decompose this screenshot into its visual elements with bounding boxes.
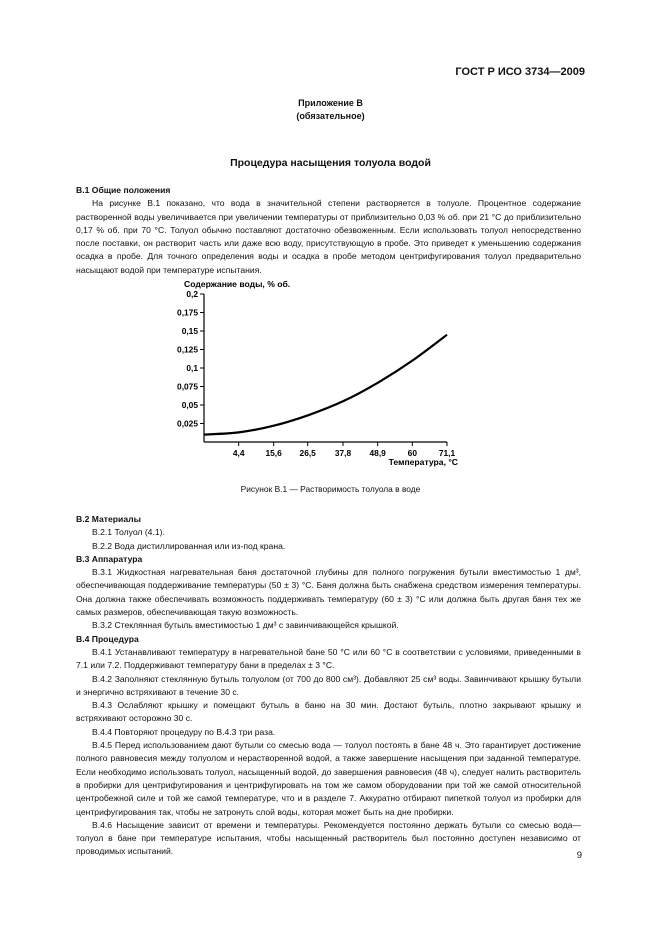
- b1-heading: В.1 Общие положения: [76, 185, 171, 195]
- y-tick-label: 0,075: [177, 381, 198, 392]
- x-axis-label: Температура, °С: [388, 457, 458, 467]
- annex-status: (обязательное): [296, 111, 365, 121]
- b3-heading: В.3 Аппаратура: [76, 553, 143, 564]
- x-tick-label: 60: [407, 448, 417, 458]
- page-number: 9: [576, 850, 582, 861]
- y-tick-label: 0,175: [177, 307, 198, 318]
- b4-paragraph-6: В.4.6 Насыщение зависит от времени и температуры. Рекомендуется постоянно держать бутыли со смесью вода—толуол в бане при температуре испытания, чтобы насыщенный растворитель был постоянно доступен независимо от проводимых испытаний.: [76, 819, 581, 857]
- b4-paragraph-2: В.4.2 Заполняют стеклянную бутыль толуолом (от 700 до 800 см³). Добавляют 25 см³ воды. Завинчивают крышку бутыли и энергично встряхивают в течение 30 с.: [76, 673, 581, 697]
- x-tick-label: 4,4: [232, 448, 245, 458]
- b2-heading: В.2 Материалы: [76, 514, 141, 524]
- y-tick-label: 0,05: [181, 400, 198, 410]
- figure-caption: Рисунок В.1 — Растворимость толуола в воде: [240, 484, 421, 494]
- b4-paragraph-1: В.4.1 Устанавливают температуру в нагревательной бане 50 °С или 60 °С в соответствии с условиями, приведенными в 7.1 или 7.2. Поддерживают температуру бани в пределах ± 3 °С.: [76, 646, 581, 671]
- section-b2-b4: [76, 513, 581, 859]
- x-tick-label: 71,1: [438, 448, 456, 458]
- y-tick-label: 0,15: [181, 326, 198, 336]
- standard-number: ГОСТ Р ИСО 3734—2009: [455, 66, 585, 78]
- b3-paragraph-1: В.3.1 Жидкостная нагревательная баня достаточной глубины для полного погружения бутыли вместимостью 1 дм³, обеспечивающая поддерживание температуры (50 ± 3) °С. Баня должна быть снабжена средством измерения температуры. Она должна также обеспечивать возможность поддерживать температуру (60 ± 3) °С или должна быть другая баня тех же самых размеров, обеспечивающая такую возможность.: [76, 567, 581, 618]
- y-tick-label: 0,125: [177, 344, 198, 355]
- b2-item-1: В.2.1 Толуол (4.1).: [92, 527, 165, 538]
- b2-item-2: В.2.2 Вода дистиллированная или из-под крана.: [92, 540, 286, 551]
- section-b1: [76, 184, 581, 277]
- x-tick-label: 15,6: [265, 448, 282, 458]
- b4-paragraph-4: В.4.4 Повторяют процедуру по В.4.3 три раза.: [92, 726, 276, 737]
- y-tick-label: 0,1: [186, 363, 198, 373]
- b3-paragraph-2: В.3.2 Стеклянная бутыль вместимостью 1 дм³ с завинчивающейся крышкой.: [92, 620, 399, 631]
- solubility-chart: [150, 276, 480, 476]
- x-tick-label: 37,8: [334, 448, 352, 458]
- section-title: Процедура насыщения толуола водой: [230, 157, 431, 169]
- y-tick-label: 0,025: [177, 418, 198, 429]
- y-axis-label: [184, 279, 290, 289]
- b4-heading: В.4 Процедура: [76, 633, 139, 644]
- b1-text: На рисунке В.1 показано, что вода в значительной степени растворяется в толуоле. Процентное содержание растворенной воды увеличивается при увеличении температуры от приблизительно 0,03 % об. при 21 °С до приблизительно 0,17 % об. при 70 °С. Толуол обычно поставляют достаточно обезвоженным. Если использовать толуол непосредственно после поставки, он растворит часть или даже всю воду, присутствующую в пробе. Это приведет к уменьшению содержания осадка в пробе. Для точного определения воды и осадка в пробе методом центрифугирования толуол предварительно насыщают водой при температуре испытания.: [76, 198, 581, 275]
- annex-heading: [0, 97, 661, 123]
- y-axis-label-text: Содержание воды, % об.: [184, 279, 291, 289]
- b4-paragraph-3: В.4.3 Ослабляют крышку и помещают бутыль в баню на 30 мин. Достают бутыль, плотно закрывают крышку и встряхивают осторожно 30 с.: [76, 700, 581, 724]
- x-tick-label: 26,5: [299, 448, 316, 458]
- x-tick-label: 48,9: [369, 448, 386, 458]
- b4-paragraph-5: В.4.5 Перед использованием дают бутыли со смесью вода — толуол постоять в бане 48 ч. Это гарантирует достижение полного равновесия между толуолом и нерастворенной водой, а также завершение насыщения при заданной температуре. Если необходимо использовать толуол, насыщенный водой, до завершения равновесия (48 ч), следует налить растворитель в пробирки для центрифугирования и центрифугировать на том же самом оборудовании при той же самой относительной центробежной силе и той же самой температуре, что и в разделе 7. Аккуратно отбирают пипеткой толуол из пробирки для центрифугирования так, чтобы не затронуть слой воды, которая может быть на дне пробирки.: [76, 740, 581, 817]
- solubility-curve: [204, 335, 447, 435]
- y-tick-label: 0,2: [186, 289, 198, 299]
- annex-title: Приложение В: [298, 98, 363, 108]
